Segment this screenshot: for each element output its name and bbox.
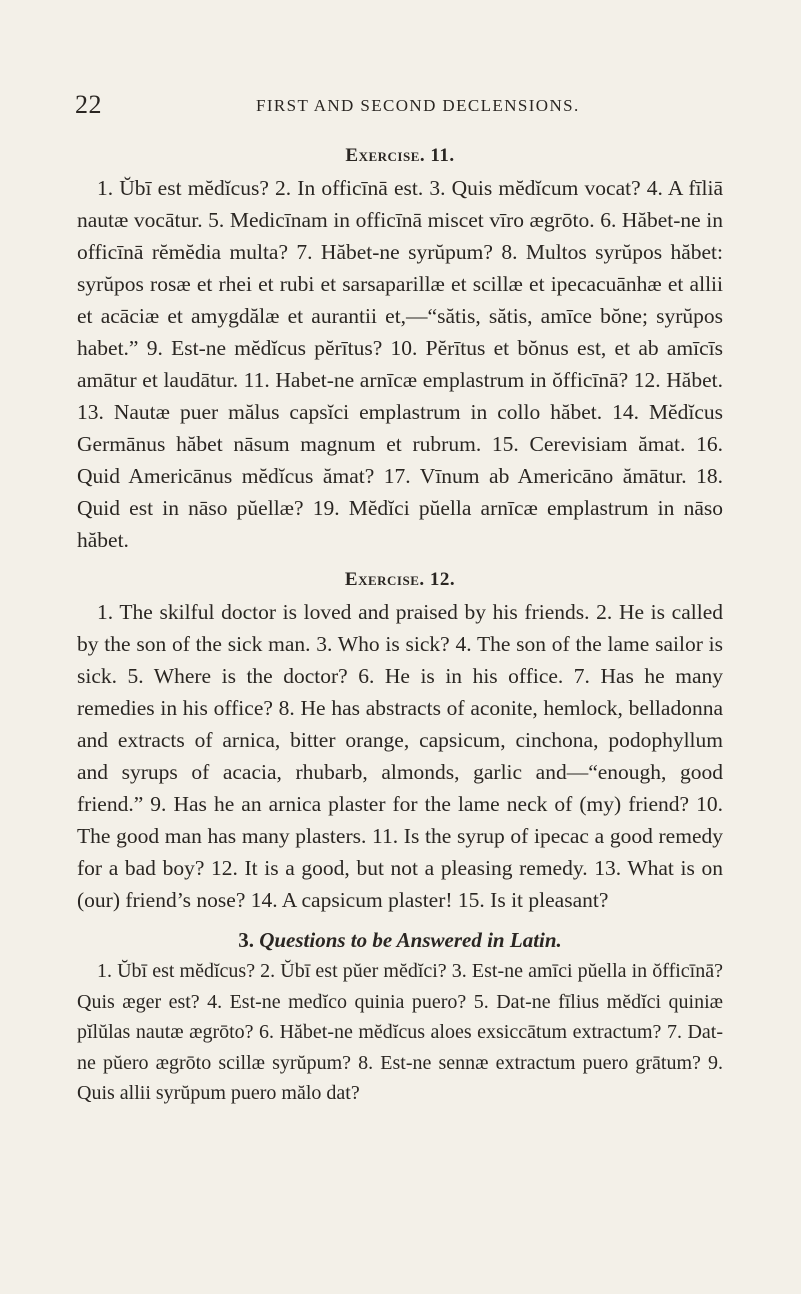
exercise-12-heading: Exercise. 12. — [344, 569, 456, 590]
page-content — [77, 140, 723, 1109]
questions-number: 3. — [238, 928, 254, 952]
questions-title: Questions to be Answered in Latin. — [259, 928, 562, 952]
page-number: 22 — [75, 90, 102, 119]
spacer — [77, 556, 723, 564]
exercise-11-heading: Exercise. 11. — [345, 145, 455, 166]
running-head — [0, 88, 801, 122]
spacer — [77, 916, 723, 924]
exercise-12-text: 1. The skilful doctor is loved and praised by his friends. 2. He is called by the son of the sick man. 3. Who is sick? 4. The son of the lame sailor is sick. 5. Where is the doctor? 6. He is in his office. 7. Has he many remedies in his office? 8. He has abstracts of aconite, hemlock, belladonna and extracts of arnica, bitter orange, capsicum, cinchona, podophyllum and syrups of acacia, rhubarb, almonds, garlic and—“enough, good friend.” 9. Has he an arnica plaster for the lame neck of (my) friend? 10. The good man has many plasters. 11. Is the syrup of ipecac a good remedy for a bad boy? 12. It is a good, but not a pleasing remedy. 13. What is on (our) friend’s nose? 14. A capsicum plaster! 15. Is it pleasant? — [77, 600, 723, 912]
questions-text: 1. Ŭbī est mĕdĭcus? 2. Ŭbī est pŭer mĕdĭci? 3. Est-ne amīci pŭella in ŏfficīnā? Quis æger est? 4. Est-ne medĭco quinia puero? 5. Dat-ne fīlius mĕdĭci quiniæ pĭlŭlas nautæ ægrōto? 6. Hăbet-ne mĕdĭcus aloes exsiccātum extractum? 7. Dat-ne pŭero ægrōto scillæ syrŭpum? 8. Est-ne sennæ extractum puero grātum? 9. Quis allii syrŭpum puero mălo dat? — [77, 960, 723, 1104]
exercise-11-text: 1. Ŭbī est mĕdĭcus? 2. In officīnā est. 3. Quis mĕdĭcum vocat? 4. A fīliā nautæ vocātur. 5. Medicīnam in officīnā miscet vīro ægrōto. 6. Hăbet-ne in officīnā rĕmĕdia multa? 7. Hăbet-ne syrŭpum? 8. Multos syrŭpos hăbet: syrŭpos rosæ et rhei et rubi et sarsaparillæ et scillæ et ipecacuānhæ et allii et acāciæ et amygdălæ et aurantii et,—“sătis, sătis, amīce bŏne; syrŭpos habet.” 9. Est-ne mĕdĭcus pĕrītus? 10. Pĕrītus et bŏnus est, et ab amīcīs amātur et laudātur. 11. Habet-ne arnīcæ emplastrum in ŏfficīnā? 12. Hăbet. 13. Nautæ puer mălus capsĭci emplastrum in collo hăbet. 14. Mĕdĭcus Germānus hăbet nāsum magnum et rubrum. 15. Cerevisiam ămat. 16. Quid Americānus mĕdĭcus ămat? 17. Vīnum ab Americāno ămātur. 18. Quid est in nāso pŭellæ? 19. Mĕdĭci pŭella arnīcæ emplastrum in nāso hăbet. — [77, 176, 723, 552]
questions-heading — [77, 924, 723, 956]
chapter-title: FIRST AND SECOND DECLENSIONS. — [256, 96, 580, 115]
